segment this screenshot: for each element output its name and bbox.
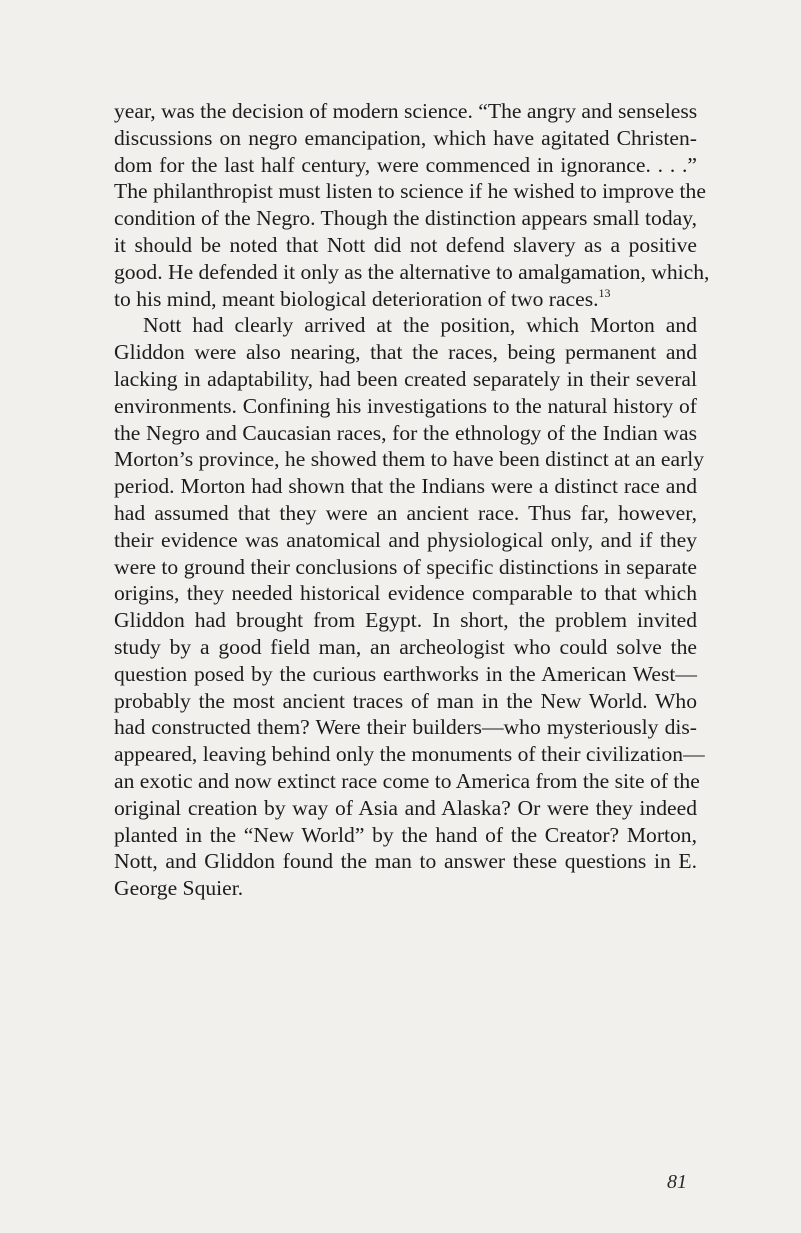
text-line: planted in the “New World” by the hand of the Creator? Morton, [114,822,697,847]
text-line: it should be noted that Nott did not defend slavery as a positive [114,232,697,257]
text-line: probably the most ancient traces of man in the New World. Who [114,688,697,713]
text-line: had constructed them? Were their builders—who mysteriously dis- [114,715,697,740]
text-line: appeared, leaving behind only the monuments of their civilization— [114,742,705,767]
text-line: year, was the decision of modern science. “The angry and senseless [114,99,698,123]
text-line: origins, they needed historical evidence comparable to that which [114,581,697,606]
text-line: George Squier. [114,876,244,901]
text-line: environments. Confining his investigations to the natural history of [114,393,697,418]
text-line: The philanthropist must listen to science if he wished to improve the [114,179,706,204]
text-line: good. He defended it only as the alternative to amalgamation, which, [114,259,710,284]
text-line-content: to his mind, meant biological deterioration of two races. [114,286,599,311]
text-line: period. Morton had shown that the Indians were a distinct race and [114,474,697,499]
text-line: Gliddon were also nearing, that the races, being permanent and [114,340,697,365]
text-line [114,286,697,313]
body-text [114,98,710,902]
footnote-ref: 13 [598,285,611,300]
page-number: 81 [667,1171,687,1193]
text-line: an exotic and now extinct race come to America from the site of the [114,768,700,793]
text-line: condition of the Negro. Though the distinction appears small today, [114,206,697,231]
text-line: lacking in adaptability, had been created separately in their several [114,366,697,391]
text-line: Nott, and Gliddon found the man to answer these questions in E. [114,849,697,874]
text-line: Morton’s province, he showed them to have been distinct at an early [114,447,705,472]
text-line: Gliddon had brought from Egypt. In short, the problem invited [114,608,697,633]
text-line: were to ground their conclusions of specific distinctions in separate [114,554,697,579]
text-line: discussions on negro emancipation, which have agitated Christen- [114,125,697,150]
text-line: study by a good field man, an archeologist who could solve the [114,634,697,659]
text-line: original creation by way of Asia and Alaska? Or were they indeed [114,795,697,820]
text-line: dom for the last half century, were commenced in ignorance. . . .” [114,152,697,177]
text-line: had assumed that they were an ancient race. Thus far, however, [114,500,697,525]
text-line: their evidence was anatomical and physiological only, and if they [114,527,697,552]
text-line: Nott had clearly arrived at the position, which Morton and [143,313,697,338]
text-line: question posed by the curious earthworks in the American West— [114,661,697,686]
text-line: the Negro and Caucasian races, for the ethnology of the Indian was [114,420,697,445]
